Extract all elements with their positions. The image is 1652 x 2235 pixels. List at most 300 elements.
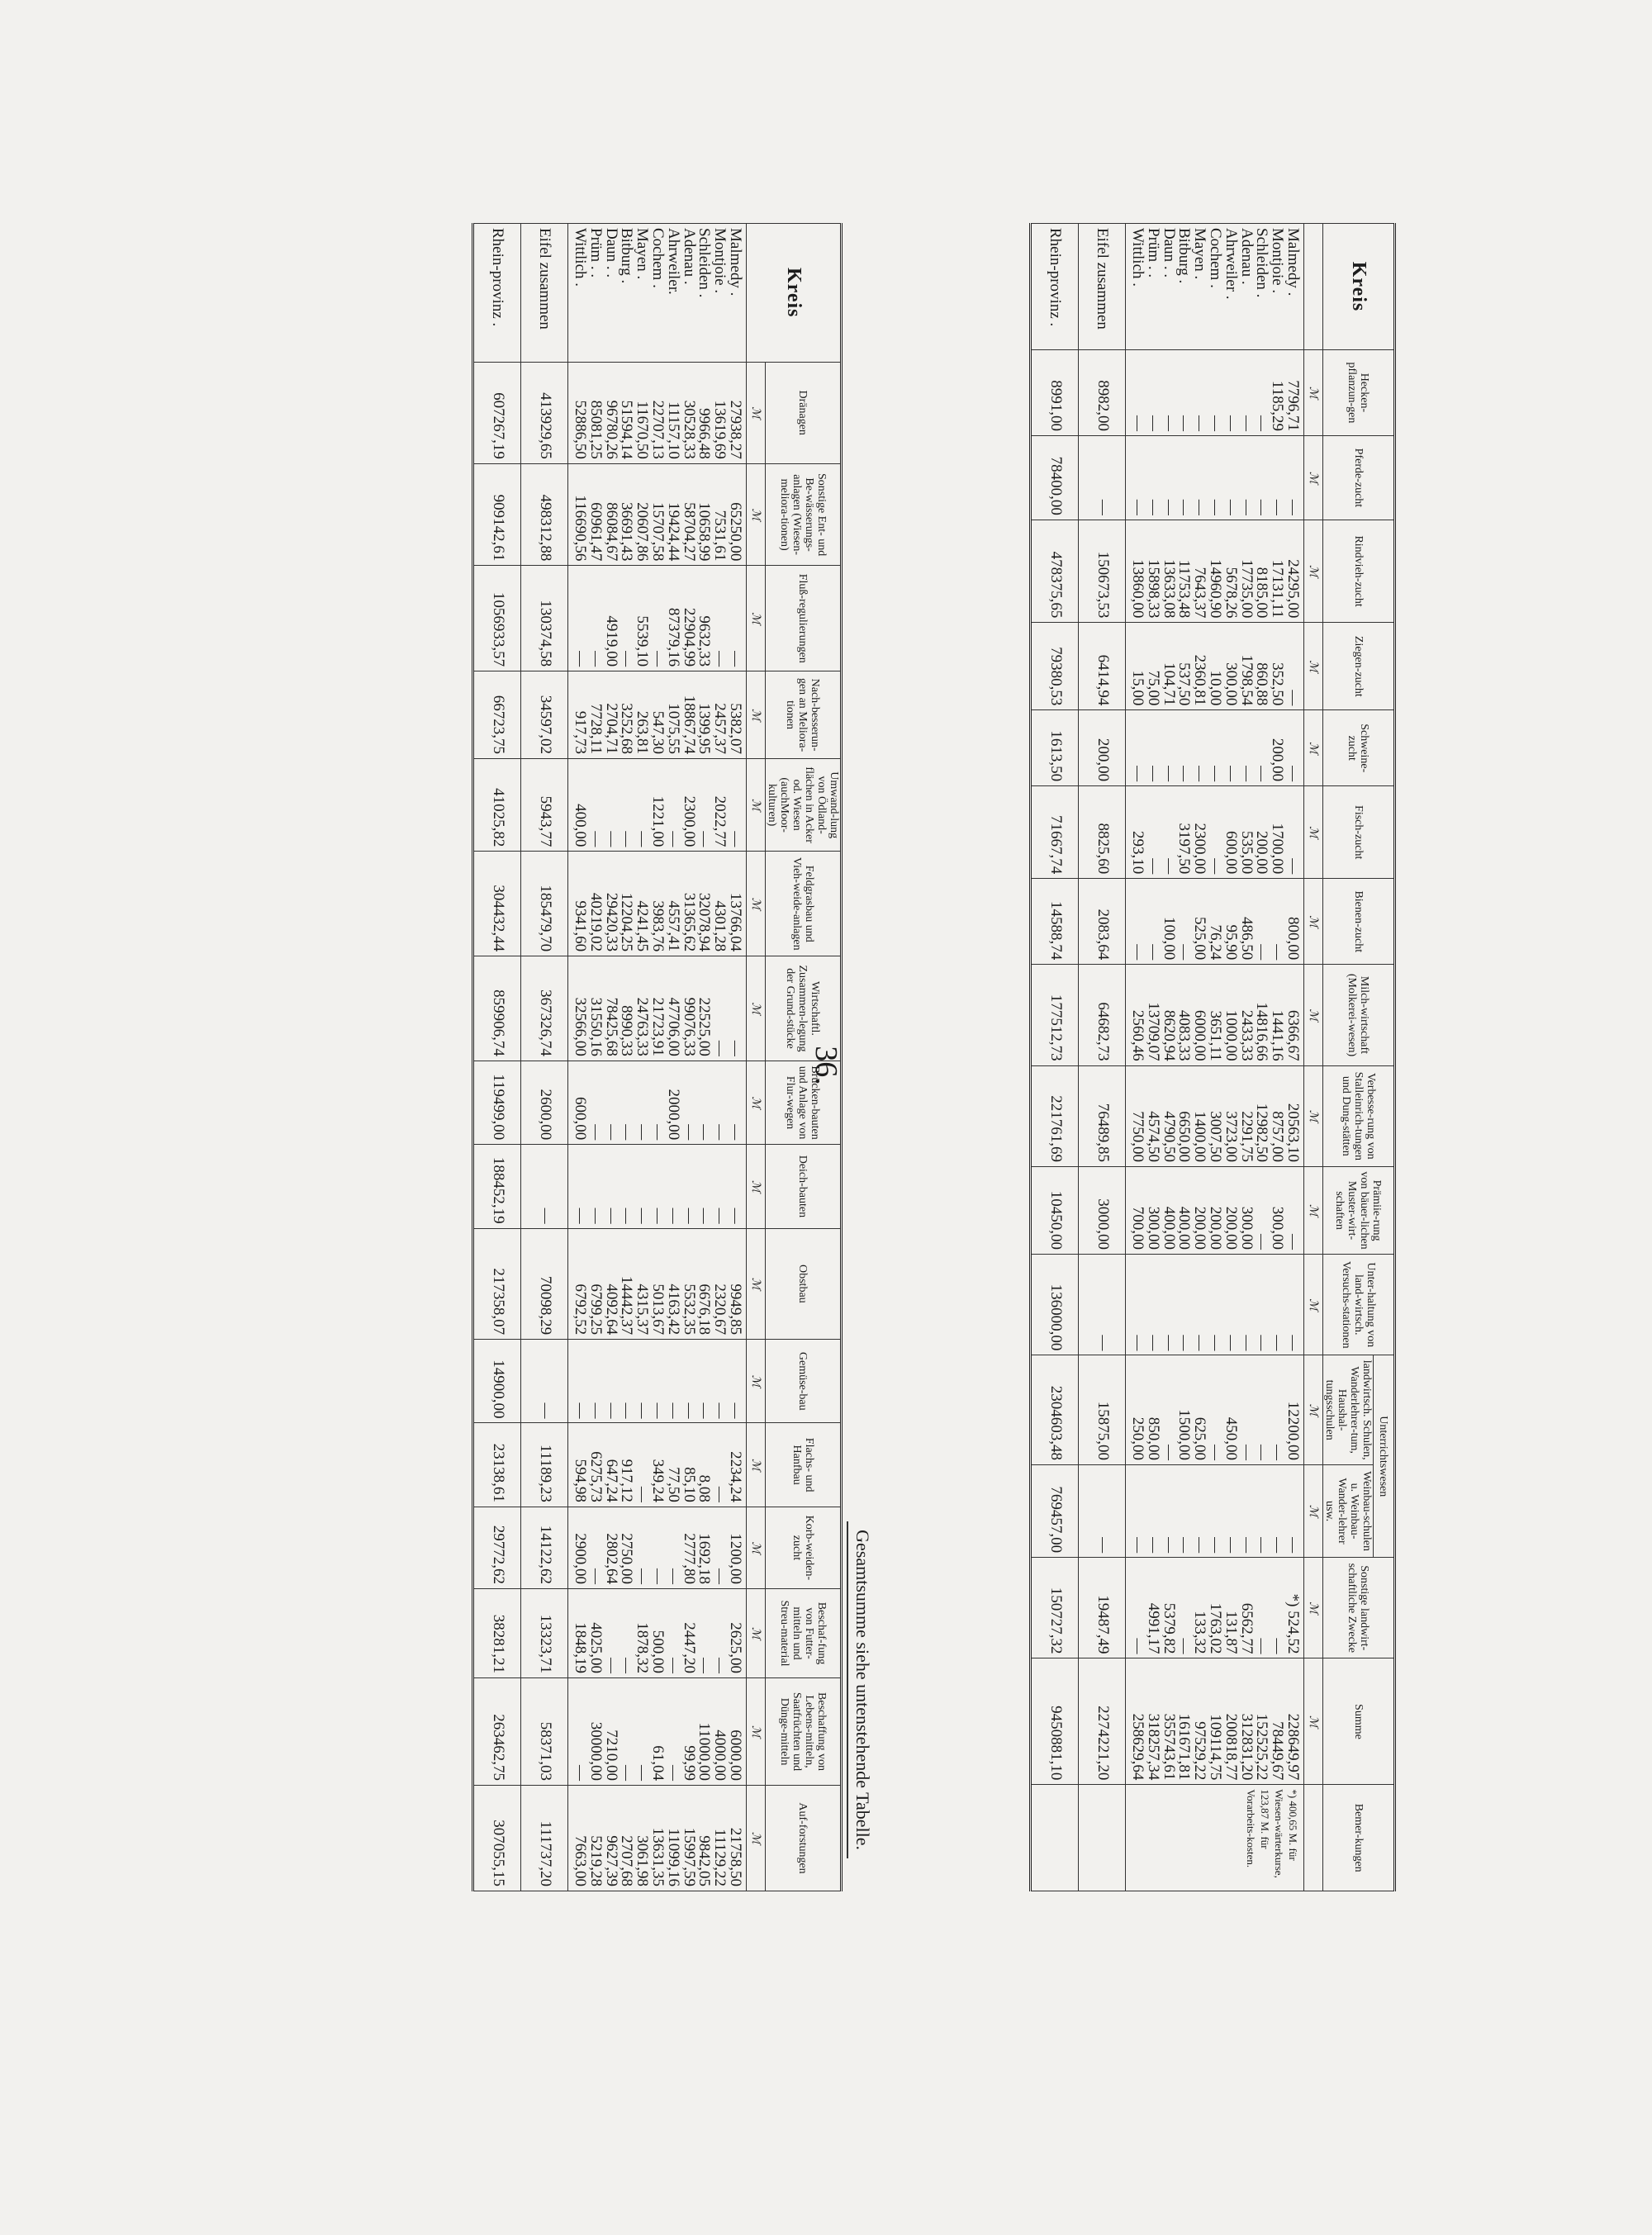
value-column: [568, 1061, 747, 1144]
t2-col-header: Fisch-zucht: [1323, 786, 1395, 879]
table-cell: 15997,59: [680, 1827, 698, 1886]
table-cell: —: [1222, 1537, 1240, 1554]
kreis-name: Bitburg .: [618, 228, 636, 284]
total-cell: 607267,19: [473, 362, 521, 463]
table-cell: —: [586, 1124, 605, 1141]
table-cell: 400,00: [572, 804, 590, 847]
table-cell: 78425,68: [602, 997, 620, 1056]
kreis-name: Cochem .: [649, 228, 667, 288]
table-cell: 3252,68: [618, 703, 636, 754]
table-cell: —: [1175, 499, 1194, 515]
table-cell: 11753,48: [1175, 559, 1194, 619]
table-cell: —: [602, 1402, 620, 1419]
value-column: [568, 1678, 747, 1786]
table-cell: —: [727, 1040, 744, 1056]
unit-mark: ℳ: [1304, 1065, 1323, 1166]
table-cell: —: [634, 1486, 652, 1502]
table-cell: —: [711, 1658, 729, 1674]
kreis-name: Wittlich .: [1129, 228, 1147, 287]
total-cell: —: [1079, 435, 1126, 520]
table-cell: —: [1129, 1335, 1147, 1351]
table-cell: —: [1269, 944, 1287, 961]
table-cell: 20563,10: [1284, 1103, 1302, 1162]
table-cell: 1763,02: [1207, 1602, 1225, 1654]
table-cell: —: [572, 1765, 590, 1782]
table-cell: 594,98: [572, 1459, 590, 1502]
table-cell: 1848,19: [572, 1622, 590, 1674]
table-cell: 51594,14: [618, 400, 636, 459]
table-cell: 647,24: [602, 1459, 620, 1502]
unit-mark: ℳ: [1304, 1355, 1323, 1465]
table-cell: —: [695, 1658, 714, 1674]
unit-mark: ℳ: [1304, 1558, 1323, 1658]
table-cell: 22707,13: [649, 400, 667, 459]
table-cell: —: [649, 1124, 667, 1141]
value-column: [1126, 710, 1304, 786]
table-cell: 6676,18: [695, 1284, 714, 1336]
table-cell: 13633,08: [1160, 559, 1178, 619]
unit-blank: [1304, 224, 1323, 350]
total-cell: —: [1079, 1464, 1126, 1557]
table-cell: 2750,00: [618, 1533, 636, 1585]
table2-wrapper: [826, 223, 1396, 1891]
eifel-total-row: [1079, 224, 1126, 1891]
value-column: [1126, 1167, 1304, 1255]
t1-col-header: Beschaffung von Lebens-mitteln, Saatfrüchten und Dünge-mitteln: [766, 1678, 842, 1786]
t2-unterricht-header: Unterrichtswesen: [1374, 1355, 1395, 1558]
table-cell: 2900,00: [572, 1533, 590, 1585]
table-cell: —: [572, 1208, 590, 1224]
table-cell: —: [1269, 1335, 1287, 1351]
table-cell: —: [1237, 1444, 1256, 1460]
unit-mark: ℳ: [1304, 710, 1323, 786]
table-cell: 8757,00: [1269, 1111, 1287, 1162]
table-cell: 4790,50: [1160, 1111, 1178, 1162]
total-cell: 79380,53: [1031, 623, 1079, 710]
table-cell: 9341,60: [572, 900, 590, 952]
table-cell: 5379,82: [1160, 1602, 1178, 1654]
total-cell: 217358,07: [473, 1228, 521, 1339]
table-cell: —: [1237, 1537, 1256, 1554]
table-cell: —: [602, 1208, 620, 1224]
table-cell: —: [1160, 1335, 1178, 1351]
table-cell: 1500,00: [1175, 1409, 1194, 1460]
table-cell: 537,50: [1175, 662, 1194, 706]
table-cell: 3651,11: [1207, 1010, 1225, 1061]
table-cell: —: [634, 1568, 652, 1585]
table-cell: 1075,55: [664, 703, 682, 754]
table-cell: —: [680, 1402, 698, 1419]
table-cell: 860,88: [1253, 662, 1271, 706]
table-cell: 99,99: [680, 1745, 698, 1782]
table-cell: 13709,07: [1144, 1002, 1162, 1061]
table-cell: —: [1144, 415, 1162, 431]
total-cell: 29772,62: [473, 1507, 521, 1588]
table-cell: 24763,33: [634, 997, 652, 1056]
table-cell: 300,00: [1269, 1206, 1287, 1250]
table-cell: 47706,00: [664, 997, 682, 1056]
t2-col-header: Milch-wirtschaft (Molkerei-wesen): [1323, 965, 1395, 1065]
table-cell: —: [1160, 1537, 1178, 1554]
unit-mark: ℳ: [1304, 623, 1323, 710]
table-cell: 7531,61: [711, 510, 729, 562]
total-cell: 2304603,48: [1031, 1355, 1079, 1465]
t1-col-header: Nach-besserun-gen an Meliora-tionen: [766, 671, 842, 759]
table-cell: 32078,94: [695, 892, 714, 952]
total-cell: 304432,44: [473, 852, 521, 956]
table-cell: 6275,73: [586, 1451, 605, 1502]
value-column: [568, 1507, 747, 1588]
table-cell: 2707,68: [618, 1835, 636, 1886]
total-cell: 2083,64: [1079, 879, 1126, 965]
unit-mark: ℳ: [747, 1228, 766, 1339]
table-cell: 9627,39: [602, 1835, 620, 1886]
table-cell: —: [1160, 1444, 1178, 1460]
total-cell: 10450,00: [1031, 1167, 1079, 1255]
value-column: [1126, 1658, 1304, 1785]
table-cell: —: [1253, 944, 1271, 961]
remark-note: *) 400,65 M. für Wiesen-wärterkurse, 123,87 M. für Vorarbeits-kosten.: [1126, 1785, 1304, 1891]
table-cell: 2000,00: [664, 1089, 682, 1141]
table-cell: 22904,99: [680, 607, 698, 667]
table-cell: 11099,16: [664, 1828, 682, 1886]
table-cell: 15707,58: [649, 502, 667, 562]
total-cell: 11189,23: [521, 1423, 568, 1507]
table-cell: 7796,71: [1284, 380, 1302, 431]
t2-kreis-header: Kreis: [1323, 224, 1395, 350]
table-cell: 3007,50: [1207, 1111, 1225, 1162]
table-cell: 4000,00: [711, 1730, 729, 1782]
kreis-name: Schleiden .: [695, 228, 714, 298]
table-cell: 1400,00: [1191, 1111, 1209, 1162]
table-cell: 19424,44: [664, 502, 682, 562]
table-cell: 40219,02: [586, 892, 605, 952]
table-cell: 17131,11: [1269, 559, 1287, 619]
value-column: [568, 362, 747, 463]
kreis-name: Cochem .: [1207, 228, 1225, 288]
kreis-name: Bitburg .: [1175, 228, 1194, 284]
table-cell: 2022,77: [711, 795, 729, 847]
table2: [1029, 223, 1396, 1891]
t2-col-header: Unter-haltung von land-wirtsch. Versuchs-stationen: [1323, 1255, 1395, 1355]
unit-mark: ℳ: [747, 1061, 766, 1144]
table-cell: 21723,91: [649, 997, 667, 1056]
kreis-name: Adenau .: [680, 228, 698, 285]
table-cell: 200,00: [1269, 738, 1287, 782]
table-cell: 4991,17: [1144, 1602, 1162, 1654]
table-cell: —: [1207, 858, 1225, 875]
table-cell: 700,00: [1129, 1206, 1147, 1250]
kreis-name: Malmedy .: [727, 228, 744, 297]
t2-col-header: Bienen-zucht: [1323, 879, 1395, 965]
kreis-name: Schleiden .: [1253, 228, 1271, 298]
table-cell: 200,00: [1222, 1206, 1240, 1250]
total-cell: 150727,32: [1031, 1558, 1079, 1658]
table-cell: —: [664, 1402, 682, 1419]
table-cell: 5678,26: [1222, 567, 1240, 619]
table-cell: 352,50: [1269, 662, 1287, 706]
table-cell: 547,30: [649, 710, 667, 754]
table-cell: 100,00: [1160, 917, 1178, 961]
total-cell: 185479,70: [521, 852, 568, 956]
table-cell: —: [1269, 499, 1287, 515]
value-column: [1126, 520, 1304, 622]
table-cell: 95,90: [1222, 924, 1240, 961]
table-cell: —: [1144, 1537, 1162, 1554]
table-cell: —: [1191, 766, 1209, 782]
table-cell: —: [1222, 499, 1240, 515]
table-cell: —: [1222, 1335, 1240, 1351]
kreis-name: Adenau .: [1237, 228, 1256, 285]
total-cell: 1056933,57: [473, 566, 521, 671]
kreis-name: Montjoie .: [1269, 228, 1287, 294]
kreis-names: [568, 224, 747, 363]
table-cell: —: [1191, 1537, 1209, 1554]
value-column: [1126, 786, 1304, 879]
table-cell: 58704,27: [680, 502, 698, 562]
table-cell: —: [618, 831, 636, 847]
unit-mark: ℳ: [1304, 965, 1323, 1065]
table-cell: 3723,00: [1222, 1111, 1240, 1162]
value-column: [568, 852, 747, 956]
table-cell: —: [711, 1124, 729, 1141]
eifel-total-row: [521, 224, 568, 1891]
table1-body: [473, 224, 747, 1891]
value-column: [1126, 879, 1304, 965]
table-cell: 12200,00: [1284, 1401, 1302, 1460]
value-column: [568, 758, 747, 851]
unit-mark: ℳ: [747, 671, 766, 759]
rhein-total-row: [473, 224, 521, 1891]
table-cell: 486,50: [1237, 917, 1256, 961]
table-cell: —: [1175, 766, 1194, 782]
table-cell: 161671,81: [1175, 1713, 1194, 1781]
table-cell: 500,00: [649, 1630, 667, 1674]
kreis-name: Daun . .: [602, 228, 620, 278]
table-cell: —: [634, 1402, 652, 1419]
table-cell: —: [634, 1208, 652, 1224]
unit-mark: ℳ: [747, 1145, 766, 1228]
t2-col-header: landwirtsch. Schulen, Wanderlehrer-tum, Haushal-tungsschulen: [1323, 1355, 1374, 1465]
table-cell: 2234,24: [727, 1451, 744, 1502]
table-cell: —: [664, 1658, 682, 1674]
table-cell: —: [1160, 499, 1178, 515]
t1-col-header: Gemüse-bau: [766, 1340, 842, 1423]
unit-blank: [1304, 1785, 1323, 1891]
table-cell: 14816,66: [1253, 1002, 1271, 1061]
table-cell: —: [711, 1208, 729, 1224]
unit-mark: ℳ: [747, 758, 766, 851]
table-cell: 15,00: [1129, 670, 1147, 706]
table-cell: 349,24: [649, 1459, 667, 1502]
total-cell: 130374,58: [521, 566, 568, 671]
table-cell: 258629,64: [1129, 1713, 1147, 1781]
table-cell: 7728,11: [586, 703, 605, 754]
table-cell: 13766,04: [727, 892, 744, 952]
table-cell: —: [1253, 1444, 1271, 1460]
total-cell: —: [521, 1145, 568, 1228]
table-cell: 2802,64: [602, 1533, 620, 1585]
table-cell: —: [1253, 415, 1271, 431]
table-cell: 27938,27: [727, 400, 744, 459]
table-cell: —: [695, 1124, 714, 1141]
table-cell: 104,71: [1160, 662, 1178, 706]
table-cell: —: [711, 1402, 729, 1419]
table-cell: 250,00: [1129, 1416, 1147, 1460]
kreis-name: Ahrweiler.: [664, 228, 682, 295]
remark-blank: [1031, 1785, 1079, 1891]
table-cell: 2300,00: [680, 795, 698, 847]
total-cell: 78400,00: [1031, 435, 1079, 520]
row-label: Eifel zusammen: [1079, 224, 1126, 350]
total-cell: 177512,73: [1031, 965, 1079, 1065]
table-cell: —: [1207, 499, 1225, 515]
table-cell: —: [586, 1568, 605, 1585]
table-cell: 400,00: [1160, 1206, 1178, 1250]
table-cell: —: [1129, 499, 1147, 515]
value-column: [1126, 965, 1304, 1065]
table-cell: 1700,00: [1269, 823, 1287, 875]
table-cell: 133,32: [1191, 1611, 1209, 1654]
table-cell: —: [680, 1124, 698, 1141]
unit-mark: ℳ: [747, 852, 766, 956]
table-cell: 24295,00: [1284, 559, 1302, 619]
value-column: [568, 566, 747, 671]
table-cell: 293,10: [1129, 831, 1147, 875]
t1-col-header: Dränagen: [766, 362, 842, 463]
table-cell: 6650,00: [1175, 1111, 1194, 1162]
table-cell: 12204,25: [618, 892, 636, 952]
table-cell: 200,00: [1207, 1206, 1225, 1250]
total-cell: 23138,61: [473, 1423, 521, 1507]
table-cell: —: [618, 1658, 636, 1674]
total-cell: 34597,02: [521, 671, 568, 759]
t1-col-header: Flachs- und Hanfbau: [766, 1423, 842, 1507]
table-cell: 8620,94: [1160, 1009, 1178, 1061]
total-cell: 13323,71: [521, 1589, 568, 1678]
kreis-name: Montjoie .: [711, 228, 729, 294]
table-cell: —: [649, 651, 667, 667]
t1-col-header: Beschaf-fung von Futter-mitteln und Streu-material: [766, 1589, 842, 1678]
table-cell: —: [727, 831, 744, 847]
table-cell: —: [1284, 766, 1302, 782]
t1-col-header: Wirtschaftl. Zusammen-legung der Grund-stücke: [766, 956, 842, 1061]
table-cell: 300,00: [1144, 1206, 1162, 1250]
table-cell: 8,08: [695, 1474, 714, 1502]
kreis-name: Prüm . .: [1144, 228, 1162, 278]
top-note: Gesamtsumme siehe untenstehende Tabelle.: [847, 1521, 873, 1858]
table-cell: 85081,25: [586, 400, 605, 459]
table-cell: 109114,75: [1207, 1714, 1225, 1781]
total-cell: 413929,65: [521, 362, 568, 463]
table-cell: *) 524,52: [1284, 1593, 1302, 1654]
table-cell: 7750,00: [1129, 1111, 1147, 1162]
table-cell: —: [1269, 1638, 1287, 1654]
table-cell: 86084,67: [602, 502, 620, 562]
value-column: [1126, 1255, 1304, 1355]
table-cell: 9632,33: [695, 615, 714, 667]
table-cell: 200818,77: [1222, 1713, 1240, 1781]
table-cell: —: [727, 1124, 744, 1141]
total-cell: 14122,62: [521, 1507, 568, 1588]
t2-col-header: Schweine-zucht: [1323, 710, 1395, 786]
table-cell: —: [1253, 1335, 1271, 1351]
total-cell: 3000,00: [1079, 1167, 1126, 1255]
table-cell: 7643,37: [1191, 567, 1209, 619]
t1-col-header: Brücken-bauten und Anlage von Flur-wegen: [766, 1061, 842, 1144]
table-cell: 8185,00: [1253, 567, 1271, 619]
total-cell: 70098,29: [521, 1228, 568, 1339]
t2-col-header: Summe: [1323, 1658, 1395, 1785]
unit-mark: ℳ: [747, 1340, 766, 1423]
total-cell: 136000,00: [1031, 1255, 1079, 1355]
table-cell: 11157,10: [664, 401, 682, 459]
table-cell: —: [1284, 1537, 1302, 1554]
total-cell: 8991,00: [1031, 349, 1079, 435]
table-cell: —: [649, 1208, 667, 1224]
table-cell: 85,10: [680, 1467, 698, 1502]
table-cell: 22525,00: [695, 997, 714, 1056]
row-label: Rhein-provinz .: [1031, 224, 1079, 350]
table-cell: 15898,33: [1144, 559, 1162, 619]
table-cell: —: [1175, 1335, 1194, 1351]
table-cell: —: [1191, 415, 1209, 431]
table-cell: 2300,00: [1191, 823, 1209, 875]
table-cell: —: [1253, 766, 1271, 782]
row-label: Eifel zusammen: [521, 224, 568, 363]
total-cell: 71667,74: [1031, 786, 1079, 879]
total-cell: 41025,82: [473, 758, 521, 851]
table-cell: 200,00: [1191, 1206, 1209, 1250]
table-cell: —: [727, 1402, 744, 1419]
table-cell: 4574,50: [1144, 1111, 1162, 1162]
table-cell: 1878,32: [634, 1622, 652, 1674]
table-cell: 131,87: [1222, 1611, 1240, 1654]
value-column: [568, 1589, 747, 1678]
table-cell: —: [1175, 415, 1194, 431]
total-cell: 76489,85: [1079, 1065, 1126, 1166]
table-cell: —: [1175, 944, 1194, 961]
table-cell: 5013,67: [649, 1284, 667, 1336]
t2-col-header: Ziegen-zucht: [1323, 623, 1395, 710]
table-cell: —: [586, 1402, 605, 1419]
table-cell: 11670,50: [634, 401, 652, 459]
total-cell: 478375,65: [1031, 520, 1079, 622]
total-cell: 119499,00: [473, 1061, 521, 1144]
unit-mark: ℳ: [1304, 520, 1323, 622]
table-cell: 318257,34: [1144, 1713, 1162, 1781]
table-cell: 400,00: [1175, 1206, 1194, 1250]
total-cell: 1613,50: [1031, 710, 1079, 786]
table-cell: 20607,86: [634, 502, 652, 562]
table-cell: —: [727, 651, 744, 667]
table-cell: —: [711, 1040, 729, 1056]
total-cell: 8825,60: [1079, 786, 1126, 879]
table-cell: 4315,37: [634, 1284, 652, 1336]
total-cell: 498312,88: [521, 463, 568, 565]
table-cell: —: [649, 1568, 667, 1585]
table-cell: —: [618, 1208, 636, 1224]
total-cell: —: [521, 1340, 568, 1423]
table-cell: 6799,25: [586, 1284, 605, 1336]
table-cell: 116690,56: [572, 495, 590, 562]
value-column: [568, 1423, 747, 1507]
table-cell: 96780,26: [602, 400, 620, 459]
table-cell: 2704,71: [602, 703, 620, 754]
kreis-block-row: [568, 224, 747, 1891]
table-cell: 77,50: [664, 1467, 682, 1502]
table-cell: 2320,67: [711, 1284, 729, 1336]
